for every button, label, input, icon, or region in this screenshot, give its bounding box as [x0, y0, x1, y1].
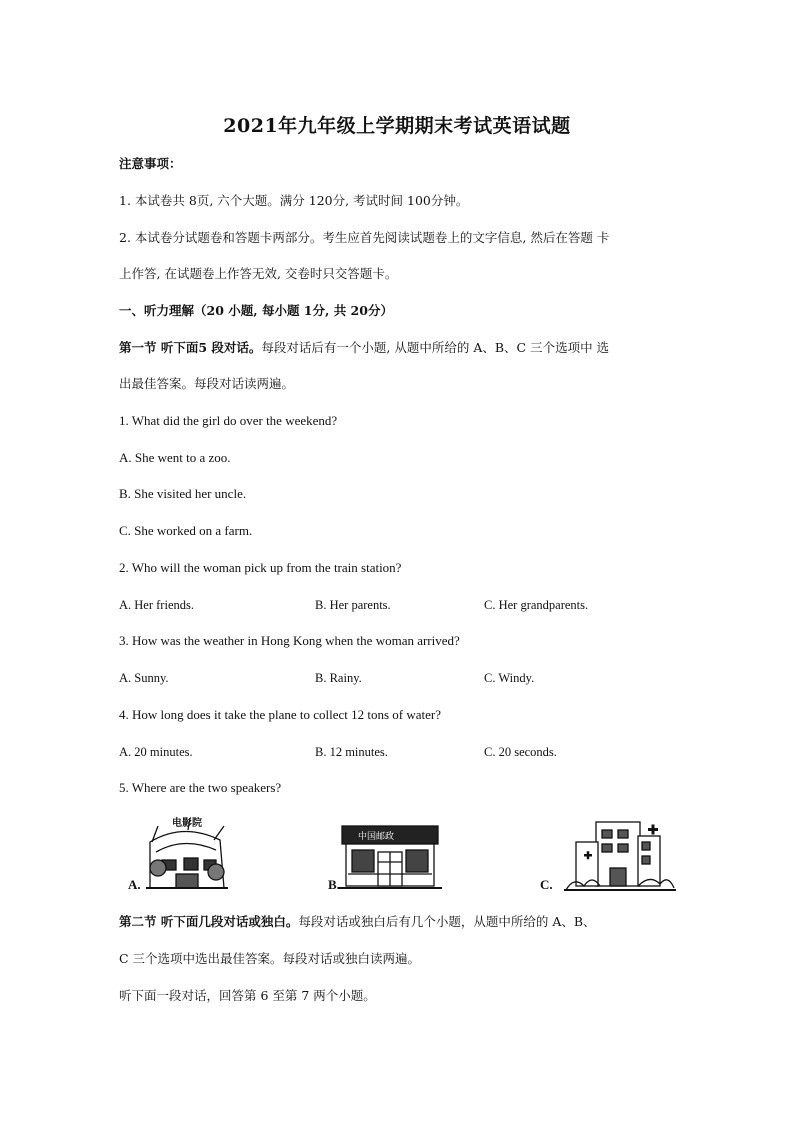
- question-1-option-a: A. She went to a zoo.: [119, 450, 231, 465]
- question-4: 4. How long does it take the plane to collect 12 tons of water?: [119, 707, 442, 722]
- question-5-picture-b: [328, 812, 448, 894]
- part-1-heading: 第一节 听下面5 段对话。: [119, 340, 262, 355]
- post-office-building-icon: [328, 812, 448, 894]
- part-1-instruction-text: 每段对话后有一个小题, 从题中所给的 A、B、C 三个选项中 选: [261, 340, 610, 355]
- question-2-option-b: B. Her parents.: [315, 598, 391, 612]
- question-5-picture-b-label: B.: [328, 877, 340, 892]
- question-3-option-c: C. Windy.: [484, 671, 535, 685]
- question-5-picture-c-label: C.: [540, 877, 553, 892]
- question-1: 1. What did the girl do over the weekend?: [119, 413, 338, 428]
- question-3-option-b: B. Rainy.: [315, 671, 362, 685]
- section-1-part-2-instructions: [119, 914, 596, 930]
- question-5-picture-a: [128, 812, 248, 894]
- page-title: 2021年九年级上学期期末考试英语试题: [223, 115, 571, 137]
- section-1-heading: 一、听力理解（20 小题, 每小题 1分, 共 20分）: [119, 303, 393, 318]
- question-5: 5. Where are the two speakers?: [119, 780, 282, 795]
- part-2-instruction-text: 每段对话或独白后有几个小题，从题中所给的 A、B、: [298, 914, 596, 929]
- section-1-part-1-instructions: [119, 340, 609, 356]
- question-1-option-b: B. She visited her uncle.: [119, 486, 247, 501]
- cinema-sign-text: 电影院: [172, 818, 202, 829]
- part-2-dialogue-instruction: 听下面一段对话，回答第 6 至第 7 两个小题。: [119, 988, 376, 1003]
- question-3-option-a: A. Sunny.: [119, 671, 169, 685]
- question-2-option-a: A. Her friends.: [119, 598, 194, 612]
- question-5-picture-c: [562, 812, 677, 894]
- notice-item-2-line-2: 上作答, 在试题卷上作答无效, 交卷时只交答题卡。: [119, 266, 398, 281]
- notice-item-2-line-1: 2. 本试卷分试题卷和答题卡两部分。考生应首先阅读试题卷上的文字信息, 然后在答题 卡: [119, 230, 610, 245]
- question-5-picture-a-label: A.: [128, 877, 141, 892]
- question-4-option-c: C. 20 seconds.: [484, 745, 557, 759]
- notice-item-1: 1. 本试卷共 8页, 六个大题。满分 120分, 考试时间 100分钟。: [119, 193, 469, 208]
- question-1-option-c: C. She worked on a farm.: [119, 523, 253, 538]
- part-2-instruction-line-2: C 三个选项中选出最佳答案。每段对话或独白读两遍。: [119, 951, 421, 966]
- part-1-instruction-line-2: 出最佳答案。每段对话读两遍。: [119, 376, 295, 391]
- question-4-option-a: A. 20 minutes.: [119, 745, 193, 759]
- question-3: 3. How was the weather in Hong Kong when the woman arrived?: [119, 633, 460, 648]
- part-2-heading: 第二节 听下面几段对话或独白。: [119, 914, 299, 929]
- post-office-sign-text: 中国邮政: [358, 832, 395, 842]
- question-2: 2. Who will the woman pick up from the train station?: [119, 560, 402, 575]
- question-2-option-c: C. Her grandparents.: [484, 598, 589, 612]
- cinema-building-icon: [128, 812, 248, 894]
- question-4-option-b: B. 12 minutes.: [315, 745, 388, 759]
- notice-heading: 注意事项：: [119, 156, 182, 171]
- hospital-building-icon: [562, 812, 677, 894]
